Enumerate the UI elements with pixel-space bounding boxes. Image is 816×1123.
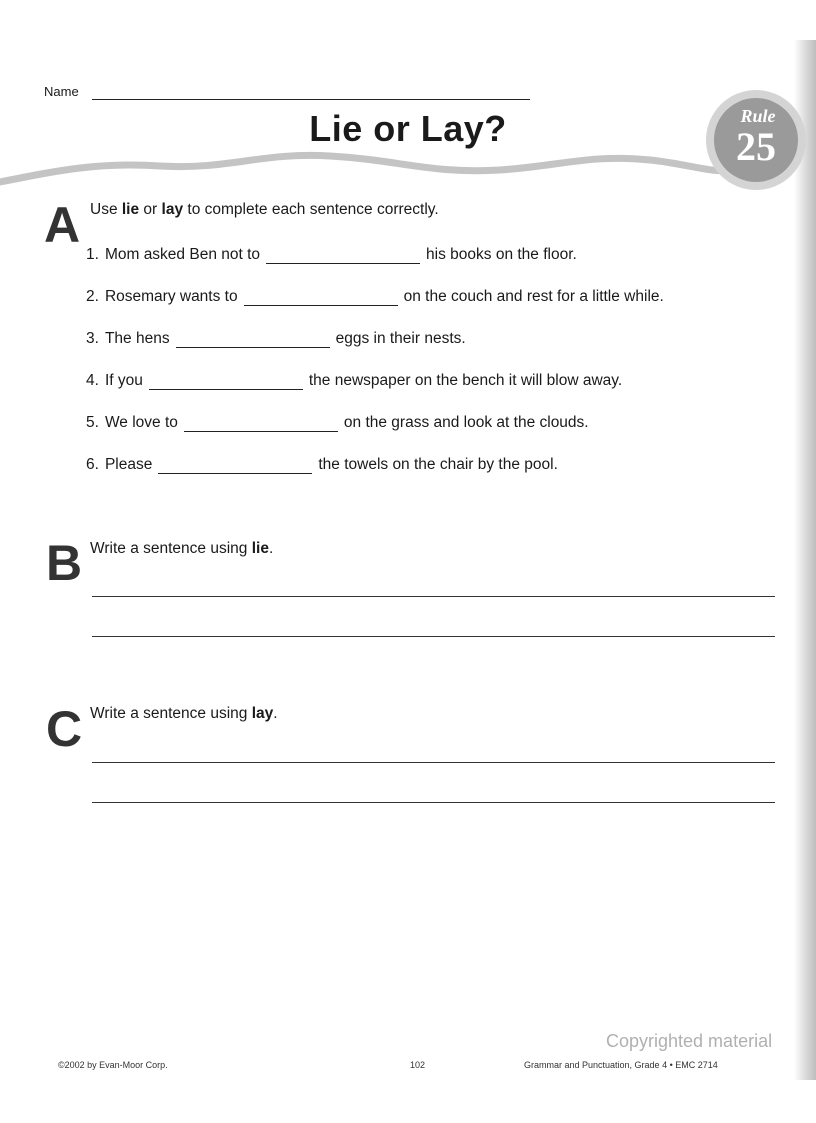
footer-copyright: ©2002 by Evan-Moor Corp.: [58, 1060, 168, 1070]
question-3: 3. The hens eggs in their nests.: [86, 330, 466, 347]
rule-number: 25: [736, 124, 776, 169]
question-1: 1. Mom asked Ben not to his books on the floor.: [86, 246, 577, 263]
question-5: 5. We love to on the grass and look at the clouds.: [86, 414, 589, 431]
section-b-write-line-1[interactable]: [92, 596, 775, 597]
name-field-line[interactable]: [92, 99, 530, 100]
answer-blank-1[interactable]: [266, 251, 420, 264]
question-4: 4. If you the newspaper on the bench it will blow away.: [86, 372, 623, 389]
answer-blank-5[interactable]: [184, 419, 338, 432]
rule-badge: [704, 88, 808, 192]
decorative-wave: [0, 140, 816, 190]
question-6: 6. Please the towels on the chair by the pool.: [86, 456, 558, 473]
section-c-write-line-1[interactable]: [92, 762, 775, 763]
section-c-letter: C: [46, 701, 83, 757]
section-c-write-line-2[interactable]: [92, 802, 775, 803]
section-b-letter: B: [46, 535, 83, 591]
footer-page-number: 102: [410, 1060, 426, 1070]
name-label: Name: [44, 84, 79, 99]
copyright-watermark: Copyrighted material: [606, 1031, 773, 1051]
footer-book-title: Grammar and Punctuation, Grade 4 • EMC 2714: [524, 1060, 718, 1070]
section-b-instruction: Write a sentence using lie.: [90, 540, 274, 557]
rule-word: Rule: [740, 106, 776, 126]
answer-blank-3[interactable]: [176, 335, 330, 348]
section-a-letter: A: [44, 197, 81, 253]
section-c-instruction: Write a sentence using lay.: [90, 705, 278, 722]
question-2: 2. Rosemary wants to on the couch and rest for a little while.: [86, 288, 664, 305]
page-edge-shadow: [794, 40, 816, 1080]
answer-blank-4[interactable]: [149, 377, 303, 390]
page-title: Lie or Lay?: [309, 108, 507, 149]
answer-blank-6[interactable]: [158, 461, 312, 474]
answer-blank-2[interactable]: [244, 293, 398, 306]
section-b-write-line-2[interactable]: [92, 636, 775, 637]
section-a-instruction: Use lie or lay to complete each sentence correctly.: [90, 201, 439, 218]
